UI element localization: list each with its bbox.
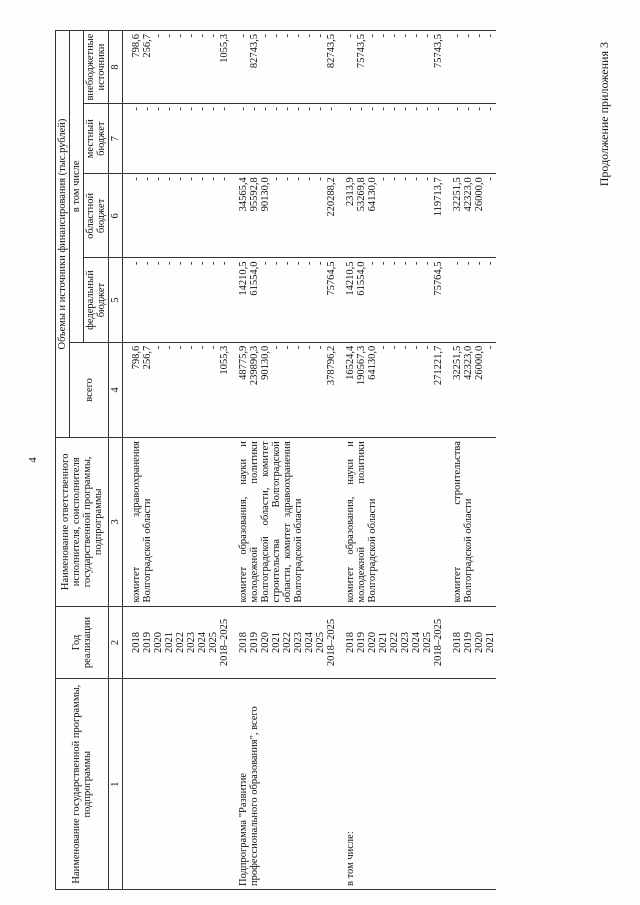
cell-value: - — [186, 345, 197, 350]
cell-value: - — [142, 177, 153, 181]
cell-value: - — [219, 177, 230, 181]
header-local: местный бюджет — [84, 104, 109, 174]
executor-name: комитет образования, науки и молодежной политики Волгоградской области — [337, 438, 444, 606]
cell-value: - — [378, 345, 389, 350]
cell-value: 82743,5 — [326, 34, 337, 69]
cell-value: - — [474, 34, 485, 38]
cell-value: - — [378, 177, 389, 181]
cell-value: - — [485, 177, 496, 181]
cell-value: 2023 — [400, 632, 411, 653]
cell-value: 2025 — [315, 632, 326, 653]
cell-value: - — [186, 177, 197, 181]
cell-value: - — [260, 261, 271, 265]
cell-value: - — [485, 345, 496, 350]
funding-table — [55, 30, 496, 890]
federal-values — [230, 258, 337, 342]
cell-value: - — [389, 107, 400, 111]
executor-name: комитет строительства Волгоградской области — [444, 438, 496, 606]
cell-value: - — [197, 345, 208, 350]
column-number: 3 — [109, 438, 123, 606]
cell-value: 16524,4 — [345, 345, 356, 380]
cell-value: 190567,3 — [356, 345, 367, 386]
cell-value: - — [400, 34, 411, 38]
cell-value: 2019 — [249, 632, 260, 653]
year-list — [123, 606, 231, 679]
cell-value: - — [422, 345, 433, 350]
cell-value: - — [164, 177, 175, 181]
cell-value: - — [433, 107, 444, 111]
cell-value: - — [175, 345, 186, 350]
cell-value: 2313,9 — [345, 177, 356, 207]
extra-values — [444, 31, 496, 104]
cell-value: - — [304, 345, 315, 350]
cell-value: - — [164, 345, 175, 350]
cell-value: - — [271, 261, 282, 265]
cell-value: - — [282, 345, 293, 350]
regional-values — [123, 174, 231, 258]
total-values — [123, 342, 231, 437]
cell-value: 2018 — [238, 632, 249, 653]
cell-value: - — [367, 34, 378, 38]
header-executor: Наименование ответственного исполнителя, соисполнителя государственной программы, подпрограммы — [56, 438, 109, 606]
cell-value: - — [326, 107, 337, 111]
cell-value: - — [175, 261, 186, 265]
cell-value: - — [164, 261, 175, 265]
cell-value: - — [389, 261, 400, 265]
total-values — [337, 342, 444, 437]
cell-value: 378796,2 — [326, 345, 337, 386]
cell-value: 48775,9 — [238, 345, 249, 380]
cell-value: - — [304, 107, 315, 111]
cell-value: - — [400, 177, 411, 181]
cell-value: - — [175, 34, 186, 38]
cell-value: - — [400, 261, 411, 265]
local-values — [444, 104, 496, 174]
page-number: 4 — [27, 457, 39, 463]
cell-value: - — [485, 34, 496, 38]
cell-value: 64130,0 — [367, 345, 378, 380]
cell-value: - — [367, 261, 378, 265]
cell-value: 2021 — [271, 632, 282, 653]
header-extra: внебюджетные источники — [84, 31, 109, 104]
cell-value: 2018–2025 — [219, 618, 230, 667]
cell-value: 75743,5 — [356, 34, 367, 69]
cell-value: 82743,5 — [249, 34, 260, 69]
executor-name: комитет здравоохранения Волгоградской области — [123, 438, 231, 606]
column-number: 5 — [109, 258, 123, 342]
continuation-note: Продолжение приложения 3 — [597, 42, 611, 187]
regional-values — [337, 174, 444, 258]
cell-value: 2020 — [153, 632, 164, 653]
cell-value: 220288,2 — [326, 177, 337, 217]
cell-value: - — [208, 34, 219, 38]
cell-value: - — [378, 107, 389, 111]
cell-value: 32251,5 — [452, 177, 463, 212]
cell-value: 53269,8 — [356, 177, 367, 212]
cell-value: 32251,5 — [452, 345, 463, 380]
cell-value: 95592,8 — [249, 177, 260, 212]
cell-value: - — [249, 107, 260, 111]
cell-value: - — [411, 261, 422, 265]
program-name — [123, 679, 231, 890]
cell-value: 2021 — [485, 632, 496, 653]
cell-value: - — [315, 261, 326, 265]
cell-value: - — [282, 107, 293, 111]
cell-value: - — [411, 345, 422, 350]
header-funding: Объемы и источники финансирования (тыс.рублей) — [56, 31, 70, 438]
cell-value: - — [208, 345, 219, 350]
cell-value: 75764,5 — [326, 261, 337, 296]
cell-value: 90130,0 — [260, 177, 271, 212]
table-row — [230, 31, 337, 890]
program-name: в том числе: — [337, 679, 444, 890]
cell-value: - — [411, 107, 422, 111]
cell-value: 2018 — [345, 632, 356, 653]
regional-values — [230, 174, 337, 258]
cell-value: - — [422, 177, 433, 181]
cell-value: - — [153, 107, 164, 111]
local-values — [123, 104, 231, 174]
table-row — [444, 31, 496, 890]
cell-value: - — [304, 177, 315, 181]
cell-value: - — [197, 177, 208, 181]
cell-value: - — [238, 34, 249, 38]
cell-value: - — [463, 261, 474, 265]
cell-value: - — [131, 177, 142, 181]
cell-value: 1055,3 — [219, 345, 230, 375]
cell-value: 2019 — [356, 632, 367, 653]
cell-value: 34565,4 — [238, 177, 249, 212]
program-name — [444, 679, 496, 890]
cell-value: - — [142, 261, 153, 265]
cell-value: - — [485, 261, 496, 265]
cell-value: - — [153, 34, 164, 38]
cell-value: 2018–2025 — [326, 618, 337, 667]
executor-name: комитет образования, науки и молодежной политики Волгоградской области, комитет строительства Волгоградской области, комитет здравоохранения Волгоградской области — [230, 438, 337, 606]
cell-value: 42323,0 — [463, 345, 474, 380]
cell-value: 2020 — [260, 632, 271, 653]
cell-value: - — [164, 107, 175, 111]
cell-value: - — [282, 177, 293, 181]
cell-value: 798,6 — [131, 345, 142, 370]
cell-value: - — [271, 34, 282, 38]
federal-values — [123, 258, 231, 342]
cell-value: 42323,0 — [463, 177, 474, 212]
cell-value: 2018 — [131, 632, 142, 653]
cell-value: 26000,0 — [474, 345, 485, 380]
header-year: Год реализации — [56, 606, 109, 679]
cell-value: - — [293, 261, 304, 265]
cell-value: - — [315, 177, 326, 181]
cell-value: - — [197, 107, 208, 111]
header-regional: областной бюджет — [84, 174, 109, 258]
table-row — [337, 31, 444, 890]
cell-value: 2020 — [367, 632, 378, 653]
cell-value: - — [271, 107, 282, 111]
cell-value: - — [315, 107, 326, 111]
cell-value: - — [400, 107, 411, 111]
cell-value: 239890,3 — [249, 345, 260, 386]
cell-value: - — [186, 34, 197, 38]
regional-values — [444, 174, 496, 258]
cell-value: - — [389, 345, 400, 350]
cell-value: 256,7 — [142, 34, 153, 58]
cell-value: 2024 — [411, 632, 422, 653]
cell-value: - — [400, 345, 411, 350]
cell-value: 2023 — [186, 632, 197, 653]
cell-value: - — [474, 261, 485, 265]
extra-values — [337, 31, 444, 104]
cell-value: - — [153, 345, 164, 350]
cell-value: 14210,5 — [345, 261, 356, 296]
cell-value: 119713,7 — [433, 177, 444, 217]
cell-value: 61554,0 — [249, 261, 260, 296]
cell-value: - — [238, 107, 249, 111]
cell-value: 14210,5 — [238, 261, 249, 296]
column-number: 6 — [109, 174, 123, 258]
column-number: 4 — [109, 342, 123, 437]
program-name: Подпрограмма "Развитие профессионального образования", всего — [230, 679, 337, 890]
cell-value: - — [378, 261, 389, 265]
cell-value: - — [153, 261, 164, 265]
cell-value: 61554,0 — [356, 261, 367, 296]
cell-value: 2018–2025 — [433, 618, 444, 667]
cell-value: - — [208, 177, 219, 181]
cell-value: 2025 — [422, 632, 433, 653]
cell-value: 256,7 — [142, 345, 153, 370]
cell-value: - — [153, 177, 164, 181]
cell-value: - — [452, 34, 463, 38]
header-including: в том числе — [70, 31, 84, 343]
local-values — [337, 104, 444, 174]
cell-value: 2019 — [463, 632, 474, 653]
cell-value: 2022 — [175, 632, 186, 653]
cell-value: - — [367, 107, 378, 111]
cell-value: - — [219, 107, 230, 111]
cell-value: - — [260, 34, 271, 38]
cell-value: 75743,5 — [433, 34, 444, 69]
cell-value: 75764,5 — [433, 261, 444, 296]
year-list — [337, 606, 444, 679]
cell-value: - — [389, 177, 400, 181]
cell-value: - — [304, 34, 315, 38]
total-values — [444, 342, 496, 437]
cell-value: - — [293, 107, 304, 111]
cell-value: - — [131, 261, 142, 265]
year-list — [230, 606, 337, 679]
header-total: всего — [70, 342, 109, 437]
cell-value: - — [197, 34, 208, 38]
cell-value: - — [452, 261, 463, 265]
cell-value: 2024 — [197, 632, 208, 653]
cell-value: 2021 — [164, 632, 175, 653]
cell-value: - — [474, 107, 485, 111]
federal-values — [337, 258, 444, 342]
cell-value: - — [356, 107, 367, 111]
cell-value: 2019 — [142, 632, 153, 653]
cell-value: 798,6 — [131, 34, 142, 58]
total-values — [230, 342, 337, 437]
cell-value: 26000,0 — [474, 177, 485, 212]
cell-value: - — [282, 261, 293, 265]
cell-value: - — [208, 107, 219, 111]
cell-value: - — [186, 107, 197, 111]
column-number: 8 — [109, 31, 123, 104]
cell-value: - — [175, 107, 186, 111]
cell-value: 64130,0 — [367, 177, 378, 212]
header-program-name: Наименование государственной программы, подпрограммы — [56, 679, 109, 890]
cell-value: - — [271, 177, 282, 181]
cell-value: 1055,3 — [219, 34, 230, 63]
cell-value: 2020 — [474, 632, 485, 653]
rotated-sheet — [25, 30, 615, 890]
cell-value: - — [345, 34, 356, 38]
cell-value: - — [175, 177, 186, 181]
local-values — [230, 104, 337, 174]
table-row — [123, 31, 231, 890]
cell-value: - — [452, 107, 463, 111]
cell-value: - — [142, 107, 153, 111]
federal-values — [444, 258, 496, 342]
cell-value: 2024 — [304, 632, 315, 653]
cell-value: 271221,7 — [433, 345, 444, 386]
cell-value: 2022 — [282, 632, 293, 653]
cell-value: - — [293, 345, 304, 350]
cell-value: - — [389, 34, 400, 38]
cell-value: - — [345, 107, 356, 111]
cell-value: - — [260, 107, 271, 111]
cell-value: - — [315, 345, 326, 350]
cell-value: - — [422, 34, 433, 38]
header-federal: федеральный бюджет — [84, 258, 109, 342]
cell-value: - — [186, 261, 197, 265]
extra-values — [123, 31, 231, 104]
cell-value: - — [208, 261, 219, 265]
cell-value: - — [485, 107, 496, 111]
cell-value: - — [293, 34, 304, 38]
cell-value: - — [315, 34, 326, 38]
cell-value: 2021 — [378, 632, 389, 653]
cell-value: - — [197, 261, 208, 265]
cell-value: - — [271, 345, 282, 350]
cell-value: - — [304, 261, 315, 265]
cell-value: 2022 — [389, 632, 400, 653]
cell-value: - — [463, 34, 474, 38]
cell-value: - — [422, 261, 433, 265]
year-list — [444, 606, 496, 679]
column-number: 1 — [109, 679, 123, 890]
cell-value: - — [422, 107, 433, 111]
cell-value: - — [378, 34, 389, 38]
cell-value: - — [411, 177, 422, 181]
cell-value: - — [219, 261, 230, 265]
cell-value: 90130,0 — [260, 345, 271, 380]
cell-value: - — [164, 34, 175, 38]
column-number: 2 — [109, 606, 123, 679]
cell-value: 2018 — [452, 632, 463, 653]
column-number: 7 — [109, 104, 123, 174]
cell-value: - — [463, 107, 474, 111]
cell-value: 2023 — [293, 632, 304, 653]
cell-value: - — [282, 34, 293, 38]
extra-values — [230, 31, 337, 104]
cell-value: - — [411, 34, 422, 38]
cell-value: - — [293, 177, 304, 181]
cell-value: - — [131, 107, 142, 111]
cell-value: 2025 — [208, 632, 219, 653]
